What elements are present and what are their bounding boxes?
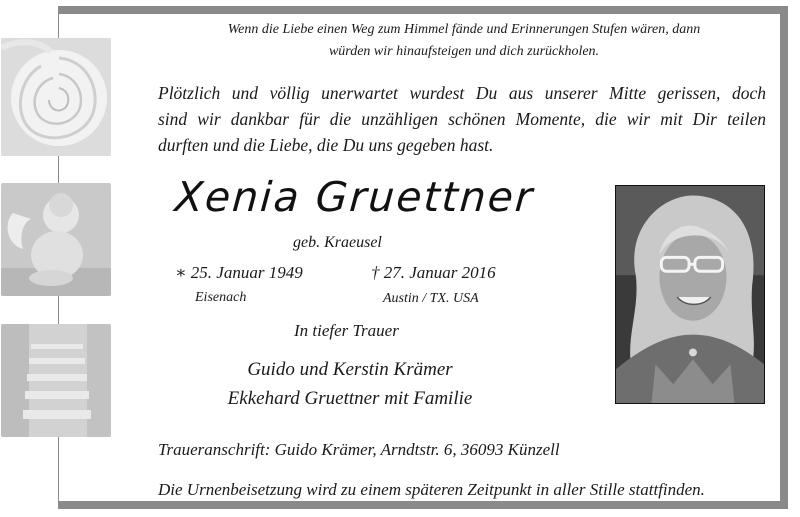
intro-text-line: Plötzlich und völlig unerwartet wurdest Du aus unserer Mitte gerissen, doch — [158, 83, 766, 103]
angel-statue-photo — [1, 183, 111, 296]
birth-place: Eisenach — [195, 290, 247, 305]
quote-line: würden wir hinaufsteigen und dich zurückholen. — [328, 44, 600, 59]
death-date: † 27. Januar 2016 — [371, 263, 496, 282]
birth-name: geb. Kraeusel — [293, 234, 382, 251]
portrait-photo — [615, 185, 765, 404]
birth-date: ∗ 25. Januar 1949 — [175, 263, 303, 282]
quote-line: Wenn die Liebe einen Weg zum Himmel fände und Erinnerungen Stufen wären, dann — [227, 22, 701, 37]
mourning-heading: In tiefer Trauer — [294, 321, 399, 340]
mourner-name: Ekkehard Gruettner mit Familie — [227, 388, 473, 409]
intro-text-line: sind wir dankbar für die unzähligen schönen Momente, die wir mit Dir teilen — [158, 109, 766, 129]
deceased-name: Xenia Gruettner — [173, 173, 536, 221]
mourner-name: Guido und Kerstin Krämer — [247, 359, 453, 380]
death-place: Austin / TX. USA — [383, 291, 479, 306]
intro-text-line: durften und die Liebe, die Du uns gegeben hast. — [158, 135, 494, 155]
mourning-address: Traueranschrift: Guido Krämer, Arndtstr. 6, 36093 Künzell — [158, 440, 560, 459]
stairs-photo — [1, 324, 111, 437]
rose-photo — [1, 38, 111, 156]
burial-notice: Die Urnenbeisetzung wird zu einem späteren Zeitpunkt in aller Stille stattfinden. — [158, 480, 705, 499]
